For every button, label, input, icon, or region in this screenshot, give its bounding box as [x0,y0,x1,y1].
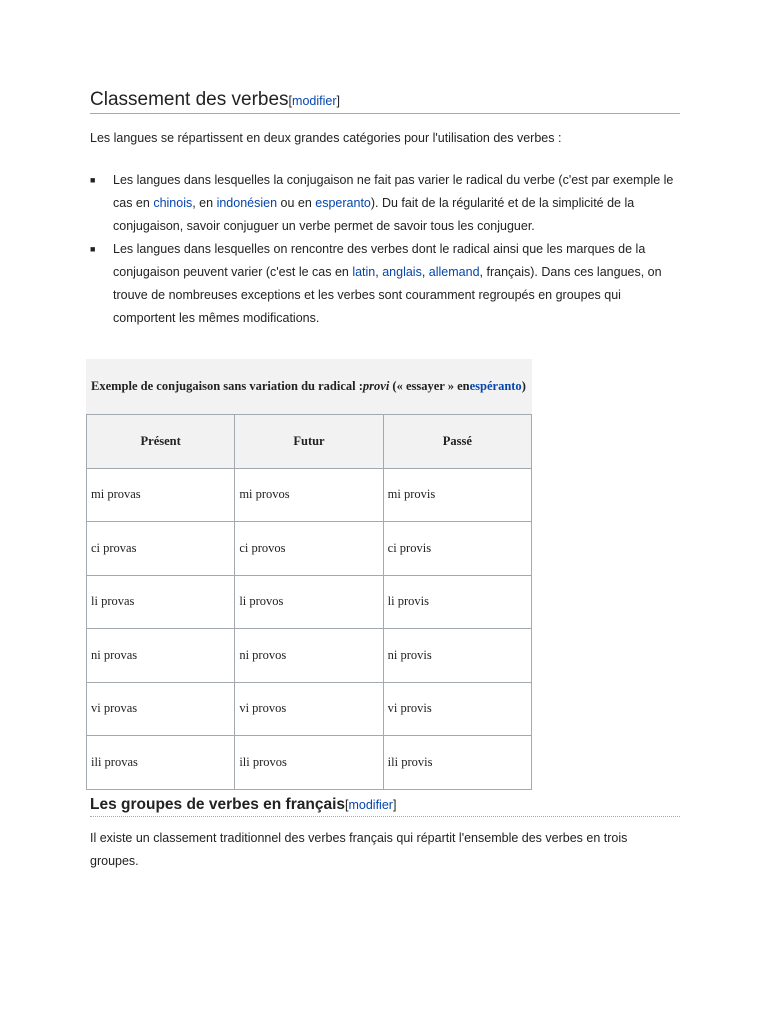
edit-section-link: [modifier] [288,94,340,108]
table-cell: li provos [235,575,383,629]
column-header-present: Présent [87,415,235,469]
language-category-list [90,169,690,330]
table-cell: ili provas [87,736,235,790]
table-cell: li provis [383,575,531,629]
groups-paragraph: Il existe un classement traditionnel des verbes français qui répartit l'ensemble des verbes en trois groupes. [90,831,628,868]
table-header-row [87,415,532,469]
table-cell: vi provis [383,682,531,736]
modifier-link[interactable]: modifier [292,94,337,108]
table-cell: ci provos [235,522,383,576]
section-title: Classement des verbes [90,89,289,110]
conjugation-table [86,414,532,790]
table-row [87,736,532,790]
intro-paragraph: Les langues se répartissent en deux grandes catégories pour l'utilisation des verbes : [90,131,562,145]
table-cell: li provas [87,575,235,629]
table-row [87,575,532,629]
table-cell: ci provas [87,522,235,576]
link-anglais[interactable]: anglais [382,265,422,279]
link-indonesien[interactable]: indonésien [216,196,278,210]
table-caption: Exemple de conjugaison sans variation du radical :provi (« essayer » enespéranto) [86,359,532,414]
table-cell: ni provis [383,629,531,683]
table-cell: mi provas [87,468,235,522]
table-cell: vi provas [87,682,235,736]
column-header-passe: Passé [383,415,531,469]
table-row [87,468,532,522]
caption-verb: provi [362,379,390,393]
edit-section-link: [modifier] [345,798,397,812]
section-title: Les groupes de verbes en français [90,796,345,813]
table-cell: vi provos [235,682,383,736]
link-esperanto-caption[interactable]: espéranto [469,379,522,393]
list-item: ■ Les langues dans lesquelles on rencontre des verbes dont le radical ainsi que les marques de la conjugaison peuvent varier (c'est le cas en latin, anglais, allemand, français). Dans ces langues, on trouve de nombreuses exceptions et les verbes sont couramment regroupés en groupes qui comportent les mêmes modifications. [90,238,683,330]
section-heading-groupes [90,795,680,817]
table-row [87,682,532,736]
table-row [87,522,532,576]
bullet-icon: ■ [90,175,96,185]
column-header-futur: Futur [235,415,383,469]
modifier-link[interactable]: modifier [348,798,393,812]
table-cell: mi provos [235,468,383,522]
table-row [87,629,532,683]
section-heading-classement [90,88,680,114]
table-cell: ni provas [87,629,235,683]
link-allemand[interactable]: allemand [428,265,480,279]
table-cell: ni provos [235,629,383,683]
table-cell: ili provis [383,736,531,790]
link-esperanto[interactable]: esperanto [315,196,371,210]
table-cell: mi provis [383,468,531,522]
link-chinois[interactable]: chinois [153,196,193,210]
table-cell: ci provis [383,522,531,576]
list-item: ■ Les langues dans lesquelles la conjugaison ne fait pas varier le radical du verbe (c'est par exemple le cas en chinois, en indonésien ou en esperanto). Du fait de la régularité et de la simplicité de la conjugaison, savoir conjuguer un verbe permet de savoir tous les conjuguer. [90,169,683,238]
link-latin[interactable]: latin [352,265,376,279]
bullet-icon: ■ [90,244,96,254]
table-cell: ili provos [235,736,383,790]
